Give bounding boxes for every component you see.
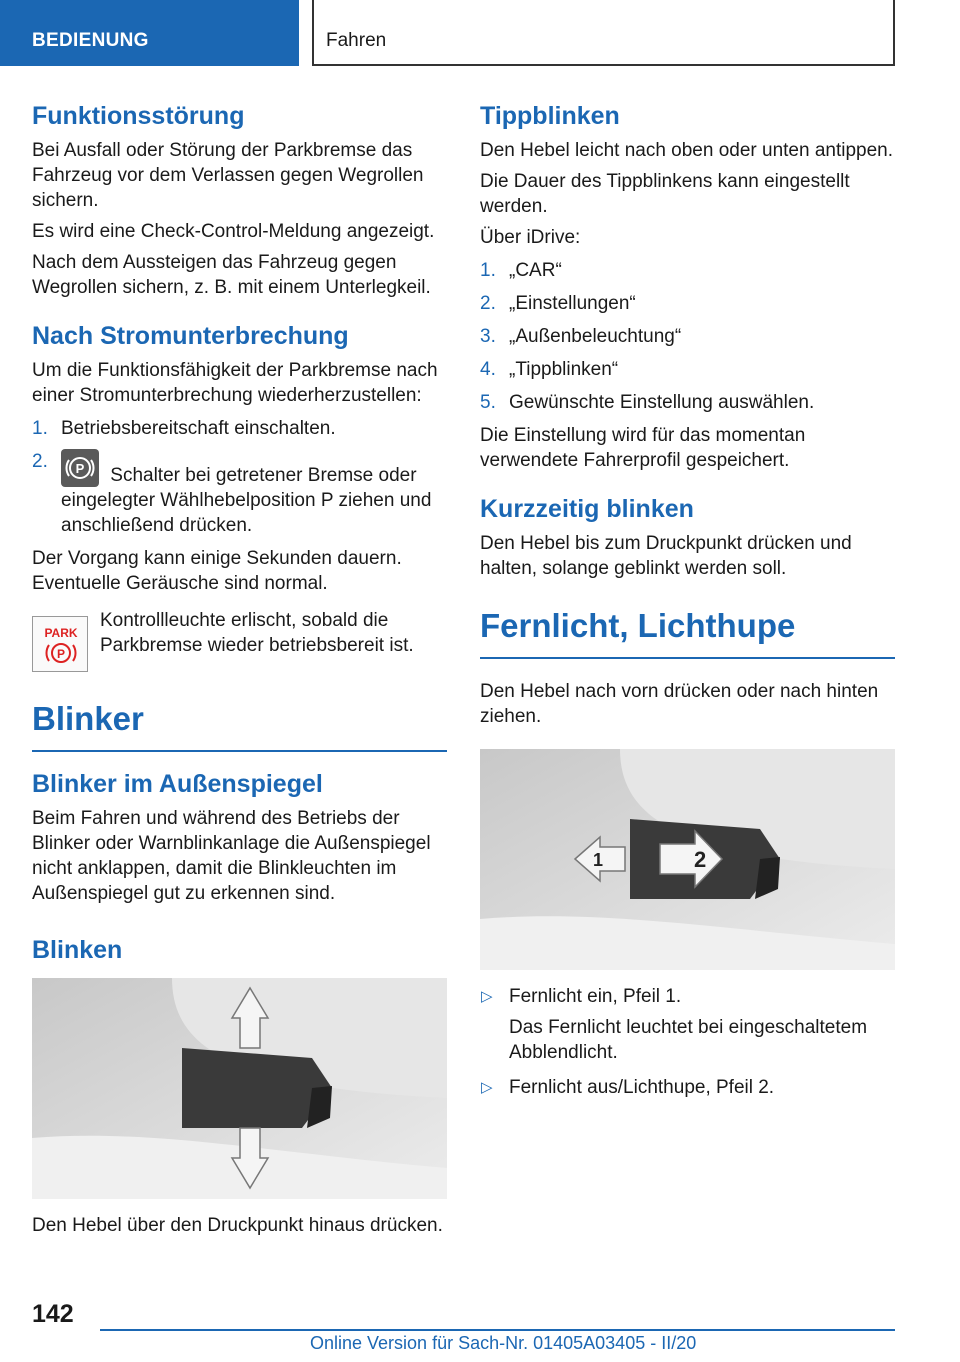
left-column — [32, 100, 447, 1238]
step-number: 2. — [32, 451, 48, 472]
step-text: Schalter bei getretener Bremse oder eingelegter Wählhebelposition P ziehen und anschließend drücken. — [61, 465, 432, 536]
heading-tippblinken: Tippblinken — [480, 102, 620, 130]
parking-brake-switch-icon — [61, 449, 99, 487]
section-tab — [0, 0, 299, 66]
step-number: 4. — [480, 359, 496, 380]
footer-version: Online Version für Sach-Nr. 01405A03405 - II/20 — [310, 1333, 697, 1353]
paragraph: Die Einstellung wird für das momentan verwendete Fahrerprofil gespeichert. — [480, 425, 806, 471]
step-number: 2. — [480, 293, 496, 314]
svg-text:PARK: PARK — [44, 626, 78, 640]
paragraph: Den Hebel nach vorn drücken oder nach hinten ziehen. — [480, 681, 879, 727]
step-text: Betriebsbereitschaft einschalten. — [61, 418, 336, 439]
svg-text:1: 1 — [593, 850, 604, 870]
steps-list — [32, 416, 447, 538]
page-header — [0, 0, 960, 66]
chapter-label: Fahren — [326, 30, 387, 51]
list-item — [32, 449, 447, 538]
list-item — [32, 416, 447, 441]
paragraph: Über iDrive: — [480, 227, 581, 248]
step-number: 1. — [480, 260, 496, 281]
heading-funktionsstoerung: Funktionsstörung — [32, 102, 245, 130]
fernlicht-bullets — [480, 984, 895, 1100]
list-item — [480, 324, 895, 349]
list-item — [480, 984, 895, 1065]
park-telltale-icon — [32, 616, 88, 672]
heading-blinker-aussenspiegel: Blinker im Außenspiegel — [32, 770, 323, 798]
step-number: 1. — [32, 418, 48, 439]
paragraph: Der Vorgang kann einige Sekunden dauern. Eventuelle Geräusche sind normal. — [32, 548, 402, 594]
step-text: „Tippblinken“ — [509, 359, 619, 380]
list-item — [480, 291, 895, 316]
page-number: 142 — [32, 1300, 74, 1328]
triangle-bullet-icon: ▷ — [481, 1079, 493, 1096]
bullet-text: Fernlicht aus/Lichthupe, Pfeil 2. — [509, 1077, 775, 1098]
heading-blinken: Blinken — [32, 936, 123, 964]
footer-divider — [100, 1329, 895, 1331]
lever-figure-forward-back — [480, 749, 895, 970]
svg-text:P: P — [56, 647, 66, 661]
step-number: 3. — [480, 326, 496, 347]
step-text: Gewünschte Einstellung auswählen. — [509, 392, 815, 413]
bullet-text: Fernlicht ein, Pfeil 1. — [509, 986, 682, 1007]
idrive-steps-list — [480, 258, 895, 415]
paragraph: Den Hebel leicht nach oben oder unten antippen. — [480, 140, 894, 161]
list-item — [480, 258, 895, 283]
list-item — [480, 1075, 895, 1100]
section-label: BEDIENUNG — [32, 30, 149, 51]
heading-blinker: Blinker — [32, 698, 447, 752]
paragraph: Beim Fahren und während des Betriebs der Blinker oder Warnblinkanlage die Außenspiegel nicht anklappen, damit die Blinkleuchten im Außenspiegel gut zu erkennen sind. — [32, 808, 431, 904]
step-text: „Außenbeleuchtung“ — [509, 326, 682, 347]
bullet-subtext: Das Fernlicht leuchtet bei eingeschaltetem Abblendlicht. — [509, 1017, 868, 1063]
paragraph: Die Dauer des Tippblinkens kann eingestellt werden. — [480, 171, 850, 217]
list-item — [480, 390, 895, 415]
step-text: „Einstellungen“ — [509, 293, 636, 314]
paragraph: Bei Ausfall oder Störung der Parkbremse das Fahrzeug vor dem Verlassen gegen Wegrollen sichern. — [32, 140, 424, 211]
right-column — [480, 100, 895, 1110]
step-text: „CAR“ — [509, 260, 562, 281]
heading-fernlicht: Fernlicht, Lichthupe — [480, 605, 895, 659]
telltale-text: Kontrollleuchte erlischt, sobald die Parkbremse wieder betriebsbereit ist. — [100, 610, 414, 656]
paragraph: Es wird eine Check-Control-Meldung angezeigt. — [32, 221, 435, 242]
paragraph: Nach dem Aussteigen das Fahrzeug gegen Wegrollen sichern, z. B. mit einem Unterlegkeil. — [32, 252, 431, 298]
figure-caption: Den Hebel über den Druckpunkt hinaus drücken. — [32, 1215, 443, 1236]
heading-stromunterbrechung: Nach Stromunterbrechung — [32, 322, 349, 350]
paragraph: Den Hebel bis zum Druckpunkt drücken und halten, solange geblinkt werden soll. — [480, 533, 852, 579]
step-number: 5. — [480, 392, 496, 413]
svg-text:2: 2 — [694, 847, 707, 872]
paragraph: Um die Funktionsfähigkeit der Parkbremse nach einer Stromunterbrechung wiederherzustellen: — [32, 360, 438, 406]
chapter-tab — [312, 0, 895, 66]
heading-kurzzeitig: Kurzzeitig blinken — [480, 495, 694, 523]
list-item — [480, 357, 895, 382]
triangle-bullet-icon: ▷ — [481, 988, 493, 1005]
svg-text:P: P — [75, 461, 85, 476]
telltale-row — [32, 608, 447, 668]
lever-figure-updown — [32, 978, 447, 1199]
